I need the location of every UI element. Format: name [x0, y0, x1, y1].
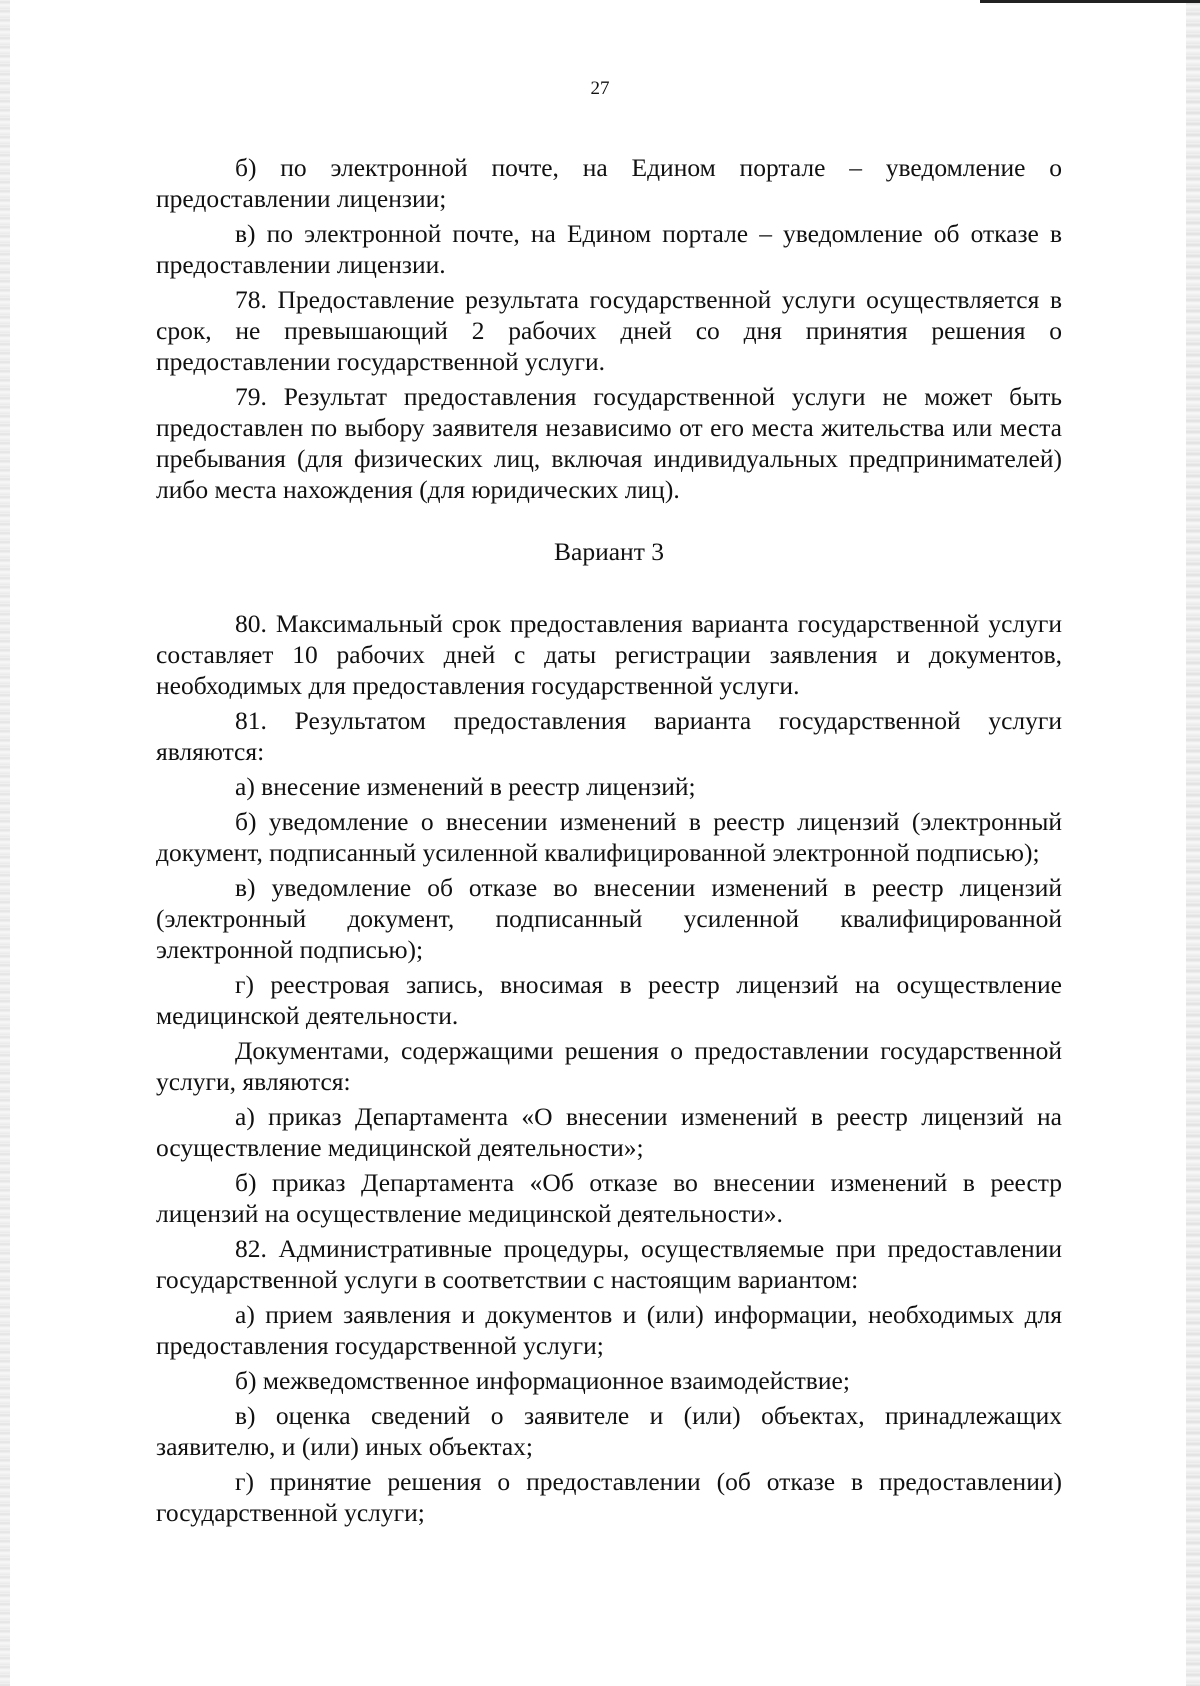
paragraph-order-a: а) приказ Департамента «О внесении изменений в реестр лицензий на осуществление медицинской деятельности»;: [156, 1102, 1062, 1162]
scan-top-line: [980, 0, 1200, 3]
paragraph-82-b: б) межведомственное информационное взаимодействие;: [235, 1366, 850, 1395]
paragraph-82-a: а) прием заявления и документов и (или) информации, необходимых для предоставления государственной услуги;: [156, 1300, 1062, 1360]
section-heading: Вариант 3: [554, 537, 664, 566]
page-number: 27: [590, 78, 610, 99]
paragraph-82-g: г) принятие решения о предоставлении (об отказе в предоставлении) государственной услуги;: [156, 1467, 1062, 1527]
paragraph-documents-decisions: Документами, содержащими решения о предоставлении государственной услуги, являются:: [156, 1036, 1062, 1096]
paragraph-80: 80. Максимальный срок предоставления варианта государственной услуги составляет 10 рабочих дней с даты регистрации заявления и документов, необходимых для предоставления государственной услуги.: [156, 609, 1062, 700]
paragraph-81-a: а) внесение изменений в реестр лицензий;: [235, 772, 696, 801]
scan-edge-right: [1186, 0, 1200, 1686]
paragraph-81: 81. Результатом предоставления варианта государственной услуги являются:: [156, 706, 1062, 766]
paragraph-81-b: б) уведомление о внесении изменений в реестр лицензий (электронный документ, подписанный усиленной квалифицированной электронной подписью);: [156, 807, 1062, 867]
text-block-bottom: [156, 608, 1062, 1532]
section-heading-block: [156, 536, 1062, 567]
paragraph-v-email-refusal: в) по электронной почте, на Едином портале – уведомление об отказе в предоставлении лицензии.: [156, 219, 1062, 279]
scan-edge-left: [0, 0, 10, 1686]
paragraph-b-email-license: б) по электронной почте, на Едином портале – уведомление о предоставлении лицензии;: [156, 153, 1062, 213]
paragraph-79: 79. Результат предоставления государственной услуги не может быть предоставлен по выбору заявителя независимо от его места жительства или места пребывания (для физических лиц, включая индивидуальных предпринимателей) либо места нахождения (для юридических лиц).: [156, 382, 1062, 504]
paragraph-82-v: в) оценка сведений о заявителе и (или) объектах, принадлежащих заявителю, и (или) иных объектах;: [156, 1401, 1062, 1461]
paragraph-82: 82. Административные процедуры, осуществляемые при предоставлении государственной услуги в соответствии с настоящим вариантом:: [156, 1234, 1062, 1294]
paragraph-78: 78. Предоставление результата государственной услуги осуществляется в срок, не превышающий 2 рабочих дней со дня принятия решения о предоставлении государственной услуги.: [156, 285, 1062, 376]
paragraph-81-v: в) уведомление об отказе во внесении изменений в реестр лицензий (электронный документ, подписанный усиленной квалифицированной электронной подписью);: [156, 873, 1062, 964]
paragraph-order-b: б) приказ Департамента «Об отказе во внесении изменений в реестр лицензий на осуществление медицинской деятельности».: [156, 1168, 1062, 1228]
paragraph-81-g: г) реестровая запись, вносимая в реестр лицензий на осуществление медицинской деятельности.: [156, 970, 1062, 1030]
text-block-top: [156, 152, 1062, 509]
